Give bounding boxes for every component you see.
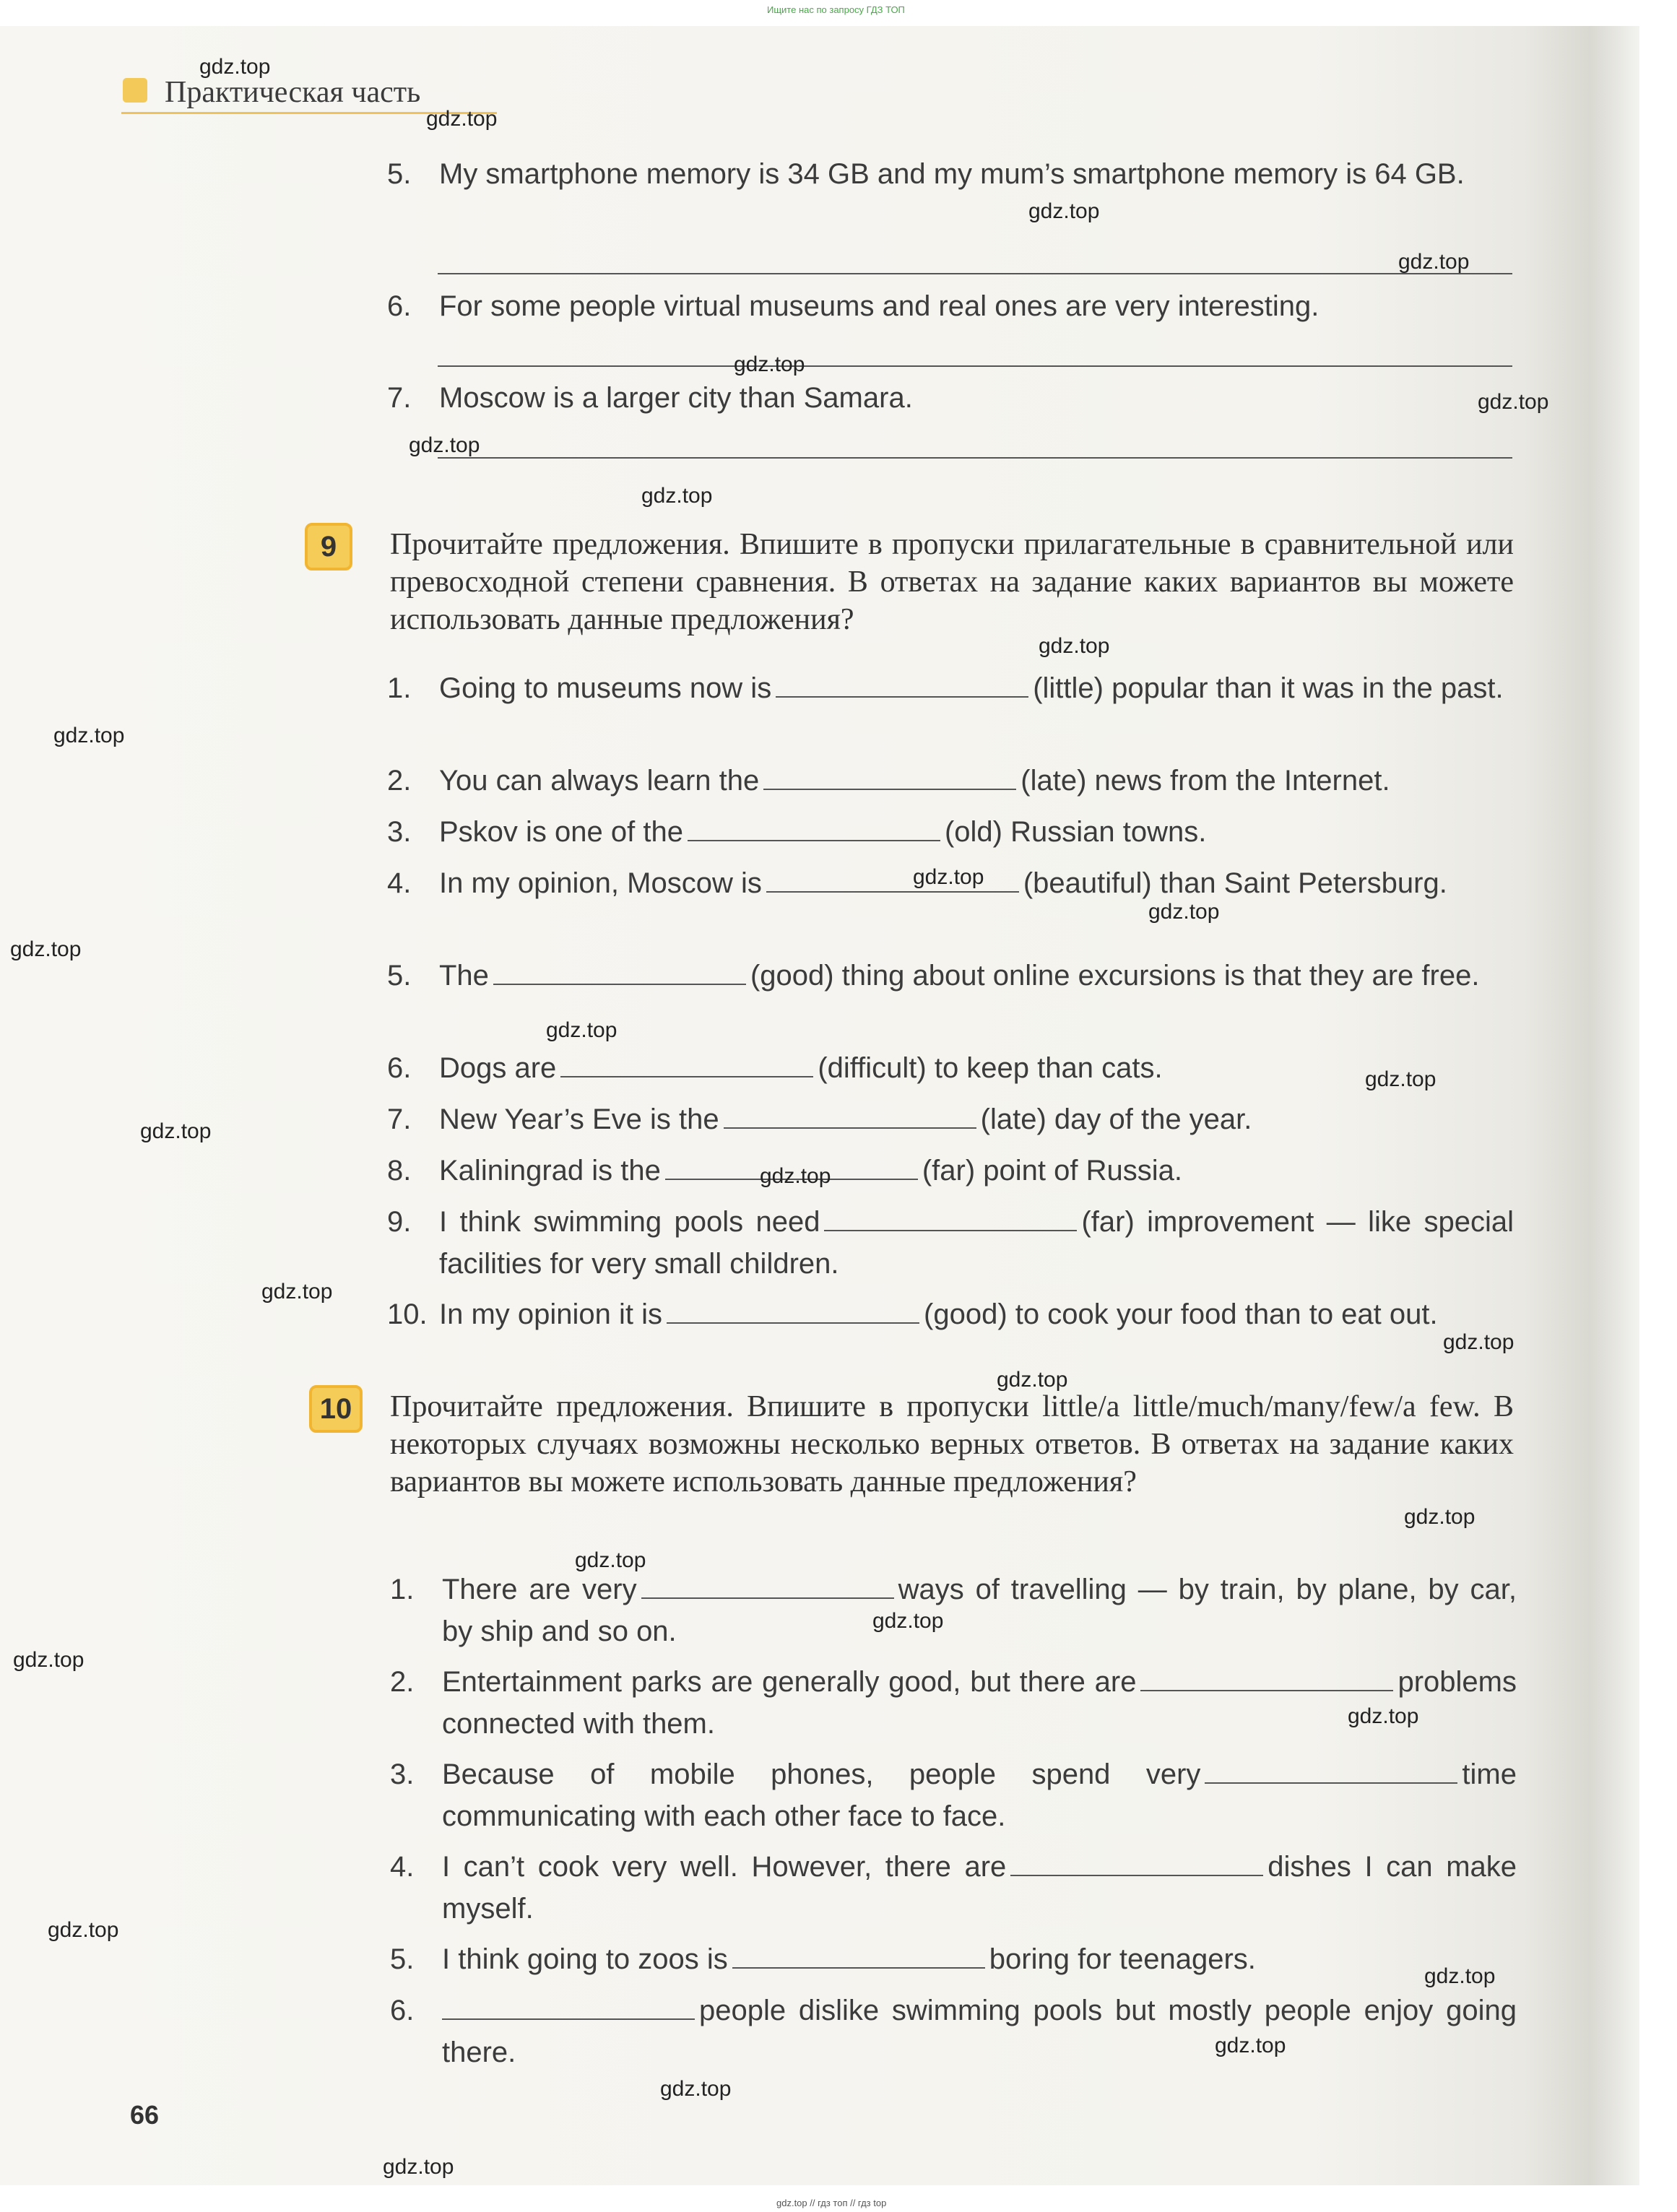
- item-number: 2.: [387, 765, 412, 797]
- item-text-before: I can’t cook very well. However, there are: [442, 1851, 1007, 1883]
- item-text-after: (difficult) to keep than cats.: [818, 1052, 1163, 1084]
- item-text-before: In my opinion, Moscow is: [439, 867, 762, 899]
- exercise-item: [387, 760, 1514, 802]
- answer-blank[interactable]: [824, 1229, 1077, 1231]
- exercise-item: [387, 1293, 1514, 1335]
- answer-blank[interactable]: [560, 1075, 813, 1077]
- item-text-before: The: [439, 960, 489, 992]
- item-text-after: (old) Russian towns.: [944, 816, 1207, 848]
- page-number: 66: [130, 2100, 160, 2130]
- exercise-item: [387, 667, 1514, 709]
- exercise-item: [387, 285, 1514, 327]
- item-text-before: I think going to zoos is: [442, 1943, 728, 1975]
- watermark: gdz.top: [140, 1119, 212, 1143]
- item-number: 4.: [387, 867, 412, 899]
- watermark: gdz.top: [872, 1609, 944, 1633]
- watermark: gdz.top: [1478, 390, 1549, 414]
- item-number: 8.: [387, 1155, 412, 1187]
- answer-blank[interactable]: [1010, 1874, 1263, 1876]
- item-text-after: (little) popular than it was in the past.: [1033, 672, 1504, 704]
- watermark: gdz.top: [641, 484, 713, 508]
- watermark: gdz.top: [1039, 634, 1110, 658]
- item-text-before: Going to museums now is: [439, 672, 772, 704]
- watermark: gdz.top: [1348, 1704, 1419, 1728]
- watermark: gdz.top: [1365, 1067, 1436, 1091]
- answer-blank[interactable]: [1140, 1689, 1393, 1691]
- answer-blank[interactable]: [724, 1127, 976, 1129]
- item-number: 3.: [387, 816, 412, 848]
- watermark: gdz.top: [575, 1548, 646, 1572]
- item-number: 5.: [390, 1943, 415, 1975]
- exercise-item: [390, 1938, 1517, 1980]
- item-number: 1.: [387, 672, 412, 704]
- item-text-after: (far) point of Russia.: [922, 1155, 1182, 1187]
- watermark: gdz.top: [546, 1018, 618, 1042]
- item-text-before: Entertainment parks are generally good, but there are: [442, 1666, 1137, 1698]
- item-text: My smartphone memory is 34 GB and my mum’s smartphone memory is 64 GB.: [439, 158, 1465, 190]
- item-number: 5.: [387, 960, 412, 992]
- exercise-item: [387, 1150, 1514, 1192]
- watermark: gdz.top: [48, 1918, 119, 1942]
- item-number: 1.: [390, 1574, 415, 1605]
- item-text-before: I think swimming pools need: [439, 1206, 820, 1238]
- item-text-after: (far) improvement — like special facilities for very small children.: [439, 1206, 1514, 1280]
- item-text-after: (beautiful) than Saint Petersburg.: [1023, 867, 1447, 899]
- watermark: gdz.top: [1443, 1330, 1514, 1354]
- item-number: 4.: [390, 1851, 415, 1883]
- item-text-before: Pskov is one of the: [439, 816, 683, 848]
- watermark: gdz.top: [660, 2077, 732, 2101]
- task-instruction: Прочитайте предложения. Впишите в пропуски little/a little/much/many/few/a few. В некоторых случаях возможны несколько верных ответов. В ответах на задание каких вариантов вы можете использовать данные предложения?: [390, 1390, 1514, 1498]
- task-number-badge: 10: [309, 1385, 363, 1433]
- top-note: Ищите нас по запросу ГДЗ ТОП: [767, 4, 905, 15]
- exercise-item: [387, 811, 1514, 853]
- exercise-item: [390, 1990, 1517, 2073]
- watermark: gdz.top: [1398, 250, 1470, 274]
- answer-line[interactable]: [438, 273, 1512, 274]
- answer-blank[interactable]: [763, 788, 1016, 790]
- answer-line[interactable]: [438, 457, 1512, 459]
- item-text-after: (good) to cook your food than to eat out.: [924, 1298, 1438, 1330]
- watermark: gdz.top: [1148, 900, 1220, 924]
- exercise-item: [387, 153, 1514, 195]
- answer-blank[interactable]: [688, 839, 940, 841]
- item-number: 9.: [387, 1206, 412, 1238]
- watermark: gdz.top: [760, 1164, 831, 1188]
- item-text-before: There are very: [442, 1574, 637, 1605]
- watermark: gdz.top: [383, 2155, 454, 2179]
- item-number: 2.: [390, 1666, 415, 1698]
- item-text: Moscow is a larger city than Samara.: [439, 382, 913, 414]
- item-text-after: ways of travelling — by train, by plane, by car, by ship and so on.: [442, 1574, 1517, 1647]
- answer-blank[interactable]: [732, 1966, 985, 1969]
- watermark: gdz.top: [734, 352, 805, 376]
- task-number-badge: 9: [305, 523, 352, 571]
- item-text-before: In my opinion it is: [439, 1298, 663, 1330]
- watermark: gdz.top: [1404, 1505, 1476, 1529]
- answer-blank[interactable]: [667, 1322, 919, 1324]
- watermark: gdz.top: [1215, 2034, 1286, 2057]
- watermark: gdz.top: [913, 865, 984, 889]
- bottom-note: gdz.top // гдз топ // гдз top: [776, 2198, 887, 2208]
- answer-blank[interactable]: [442, 2018, 695, 2020]
- exercise-item: [390, 1569, 1517, 1652]
- item-number: 7.: [387, 1103, 412, 1135]
- item-text: For some people virtual museums and real ones are very interesting.: [439, 290, 1320, 322]
- item-number: 7.: [387, 382, 412, 414]
- item-text-before: You can always learn the: [439, 765, 760, 797]
- item-number: 5.: [387, 158, 412, 190]
- watermark: gdz.top: [261, 1280, 333, 1304]
- watermark: gdz.top: [1424, 1964, 1496, 1988]
- item-text-after: problems connected with them.: [442, 1666, 1517, 1740]
- item-text-after: time communicating with each other face to face.: [442, 1758, 1517, 1832]
- item-text-before: New Year’s Eve is the: [439, 1103, 719, 1135]
- section-title: Практическая часть: [165, 76, 421, 109]
- item-text-before: Dogs are: [439, 1052, 557, 1084]
- watermark: gdz.top: [1028, 199, 1100, 223]
- item-number: 10.: [387, 1298, 428, 1330]
- answer-blank[interactable]: [1205, 1782, 1457, 1784]
- answer-blank[interactable]: [766, 890, 1019, 893]
- item-text-after: boring for teenagers.: [989, 1943, 1256, 1975]
- exercise-item: [390, 1846, 1517, 1930]
- exercise-item: [387, 955, 1514, 997]
- answer-line[interactable]: [438, 365, 1512, 367]
- watermark: gdz.top: [409, 433, 480, 457]
- watermark: gdz.top: [13, 1648, 84, 1672]
- section-marker: [123, 78, 147, 103]
- item-text-after: (good) thing about online excursions is that they are free.: [750, 960, 1480, 992]
- item-text-before: Because of mobile phones, people spend very: [442, 1758, 1201, 1790]
- item-number: 6.: [387, 290, 412, 322]
- exercise-item: [387, 1201, 1514, 1285]
- exercise-item: [390, 1661, 1517, 1745]
- answer-blank[interactable]: [493, 983, 746, 985]
- item-number: 3.: [390, 1758, 415, 1790]
- item-text-after: (late) news from the Internet.: [1020, 765, 1390, 797]
- item-text-after: dishes I can make myself.: [442, 1851, 1517, 1925]
- task-instruction: Прочитайте предложения. Впишите в пропуски прилагательные в сравнительной или превосходной степени сравнения. В ответах на задание каких вариантов вы можете использовать данные предложения?: [390, 528, 1514, 636]
- item-text-after: people dislike swimming pools but mostly people enjoy going there.: [442, 1995, 1517, 2068]
- watermark: gdz.top: [53, 724, 125, 747]
- answer-blank[interactable]: [641, 1597, 894, 1599]
- watermark: gdz.top: [426, 107, 498, 131]
- item-number: 6.: [390, 1995, 415, 2026]
- watermark: gdz.top: [199, 55, 271, 79]
- exercise-item: [387, 1047, 1514, 1089]
- item-text-after: (late) day of the year.: [980, 1103, 1252, 1135]
- watermark: gdz.top: [997, 1368, 1068, 1392]
- item-text-before: Kaliningrad is the: [439, 1155, 661, 1187]
- exercise-item: [387, 1098, 1514, 1140]
- answer-blank[interactable]: [776, 695, 1028, 698]
- item-number: 6.: [387, 1052, 412, 1084]
- exercise-item: [387, 377, 1514, 419]
- watermark: gdz.top: [10, 937, 82, 961]
- exercise-item: [390, 1753, 1517, 1837]
